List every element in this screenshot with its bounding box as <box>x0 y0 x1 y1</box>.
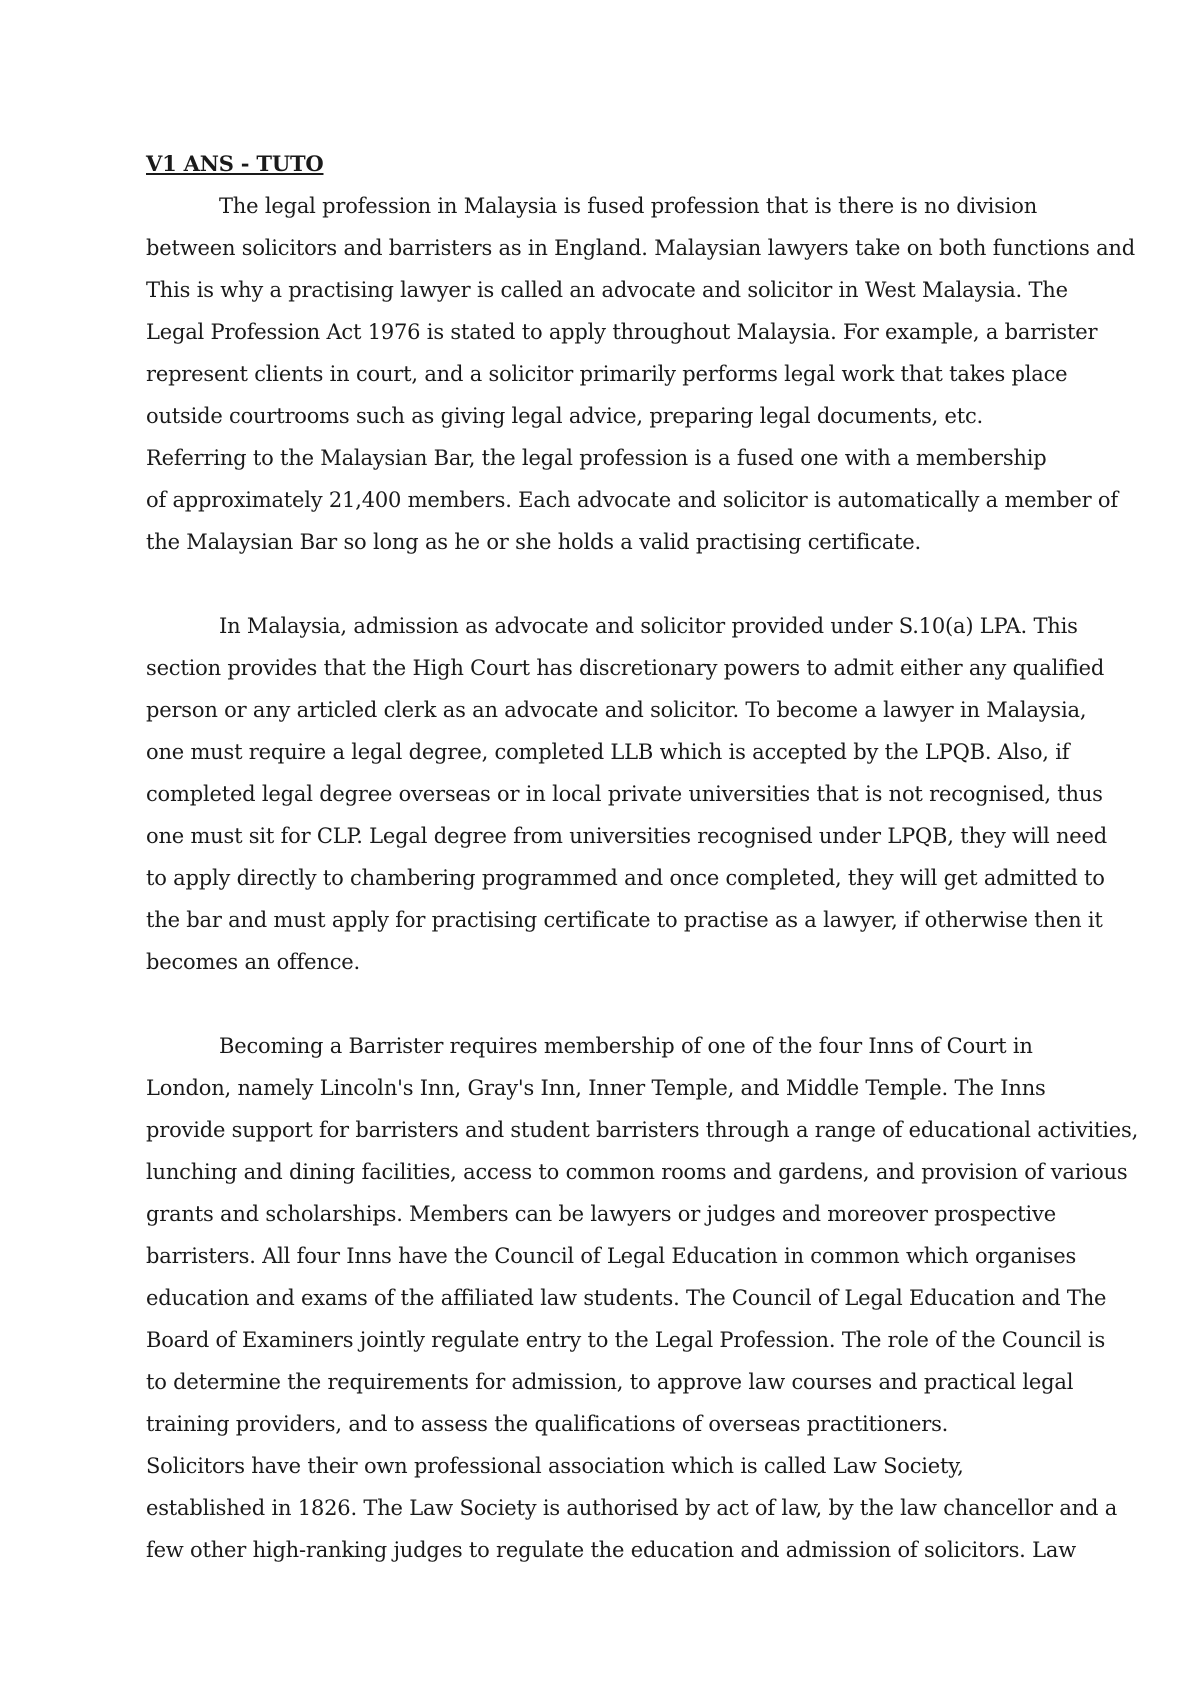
text-line: barristers. All four Inns have the Council of Legal Education in common which organises <box>146 1244 1077 1268</box>
text-line: education and exams of the affiliated law students. The Council of Legal Education and The <box>146 1286 1107 1310</box>
text-line: training providers, and to assess the qualifications of overseas practitioners. <box>146 1412 949 1436</box>
text-line: becomes an offence. <box>146 950 360 974</box>
text-line: to apply directly to chambering programmed and once completed, they will get admitted to <box>146 866 1105 890</box>
text-line: Legal Profession Act 1976 is stated to apply throughout Malaysia. For example, a barrister <box>146 320 1098 344</box>
text-line: few other high-ranking judges to regulate the education and admission of solicitors. Law <box>146 1538 1076 1562</box>
text-line: established in 1826. The Law Society is authorised by act of law, by the law chancellor and a <box>146 1496 1118 1520</box>
text-line: one must sit for CLP. Legal degree from universities recognised under LPQB, they will need <box>146 824 1107 848</box>
text-line: of approximately 21,400 members. Each advocate and solicitor is automatically a member of <box>146 488 1118 512</box>
text-line: represent clients in court, and a solicitor primarily performs legal work that takes place <box>146 362 1068 386</box>
document-title: V1 ANS - TUTO <box>146 151 324 176</box>
text-line: The legal profession in Malaysia is fused profession that is there is no division <box>219 194 1038 218</box>
text-line: the bar and must apply for practising certificate to practise as a lawyer, if otherwise then it <box>146 908 1103 932</box>
text-line: Solicitors have their own professional association which is called Law Society, <box>146 1454 964 1478</box>
paragraph-2 <box>146 605 1107 983</box>
text-line: between solicitors and barristers as in England. Malaysian lawyers take on both functions and <box>146 236 1135 260</box>
text-line: Board of Examiners jointly regulate entry to the Legal Profession. The role of the Council is <box>146 1328 1106 1352</box>
text-line: grants and scholarships. Members can be lawyers or judges and moreover prospective <box>146 1202 1056 1226</box>
paragraph-1 <box>146 185 1135 563</box>
paragraph-spacer <box>146 983 1066 1025</box>
text-line: outside courtrooms such as giving legal advice, preparing legal documents, etc. <box>146 404 984 428</box>
text-line: one must require a legal degree, completed LLB which is accepted by the LPQB. Also, if <box>146 740 1070 764</box>
text-line: person or any articled clerk as an advocate and solicitor. To become a lawyer in Malaysia, <box>146 698 1087 722</box>
text-line: Referring to the Malaysian Bar, the legal profession is a fused one with a membership <box>146 446 1047 470</box>
text-line: provide support for barristers and student barristers through a range of educational activities, <box>146 1118 1139 1142</box>
text-line: This is why a practising lawyer is called an advocate and solicitor in West Malaysia. The <box>146 278 1068 302</box>
paragraph-3 <box>146 1025 1139 1571</box>
text-line: London, namely Lincoln's Inn, Gray's Inn, Inner Temple, and Middle Temple. The Inns <box>146 1076 1046 1100</box>
document-body <box>146 143 1139 1571</box>
text-line: lunching and dining facilities, access to common rooms and gardens, and provision of various <box>146 1160 1128 1184</box>
text-line: section provides that the High Court has discretionary powers to admit either any qualified <box>146 656 1105 680</box>
text-line: the Malaysian Bar so long as he or she holds a valid practising certificate. <box>146 530 921 554</box>
text-line: to determine the requirements for admission, to approve law courses and practical legal <box>146 1370 1074 1394</box>
text-line: completed legal degree overseas or in local private universities that is not recognised, thus <box>146 782 1103 806</box>
text-line: Becoming a Barrister requires membership of one of the four Inns of Court in <box>219 1034 1033 1058</box>
paragraph-spacer <box>146 563 1066 605</box>
text-line: In Malaysia, admission as advocate and solicitor provided under S.10(a) LPA. This <box>219 614 1078 638</box>
